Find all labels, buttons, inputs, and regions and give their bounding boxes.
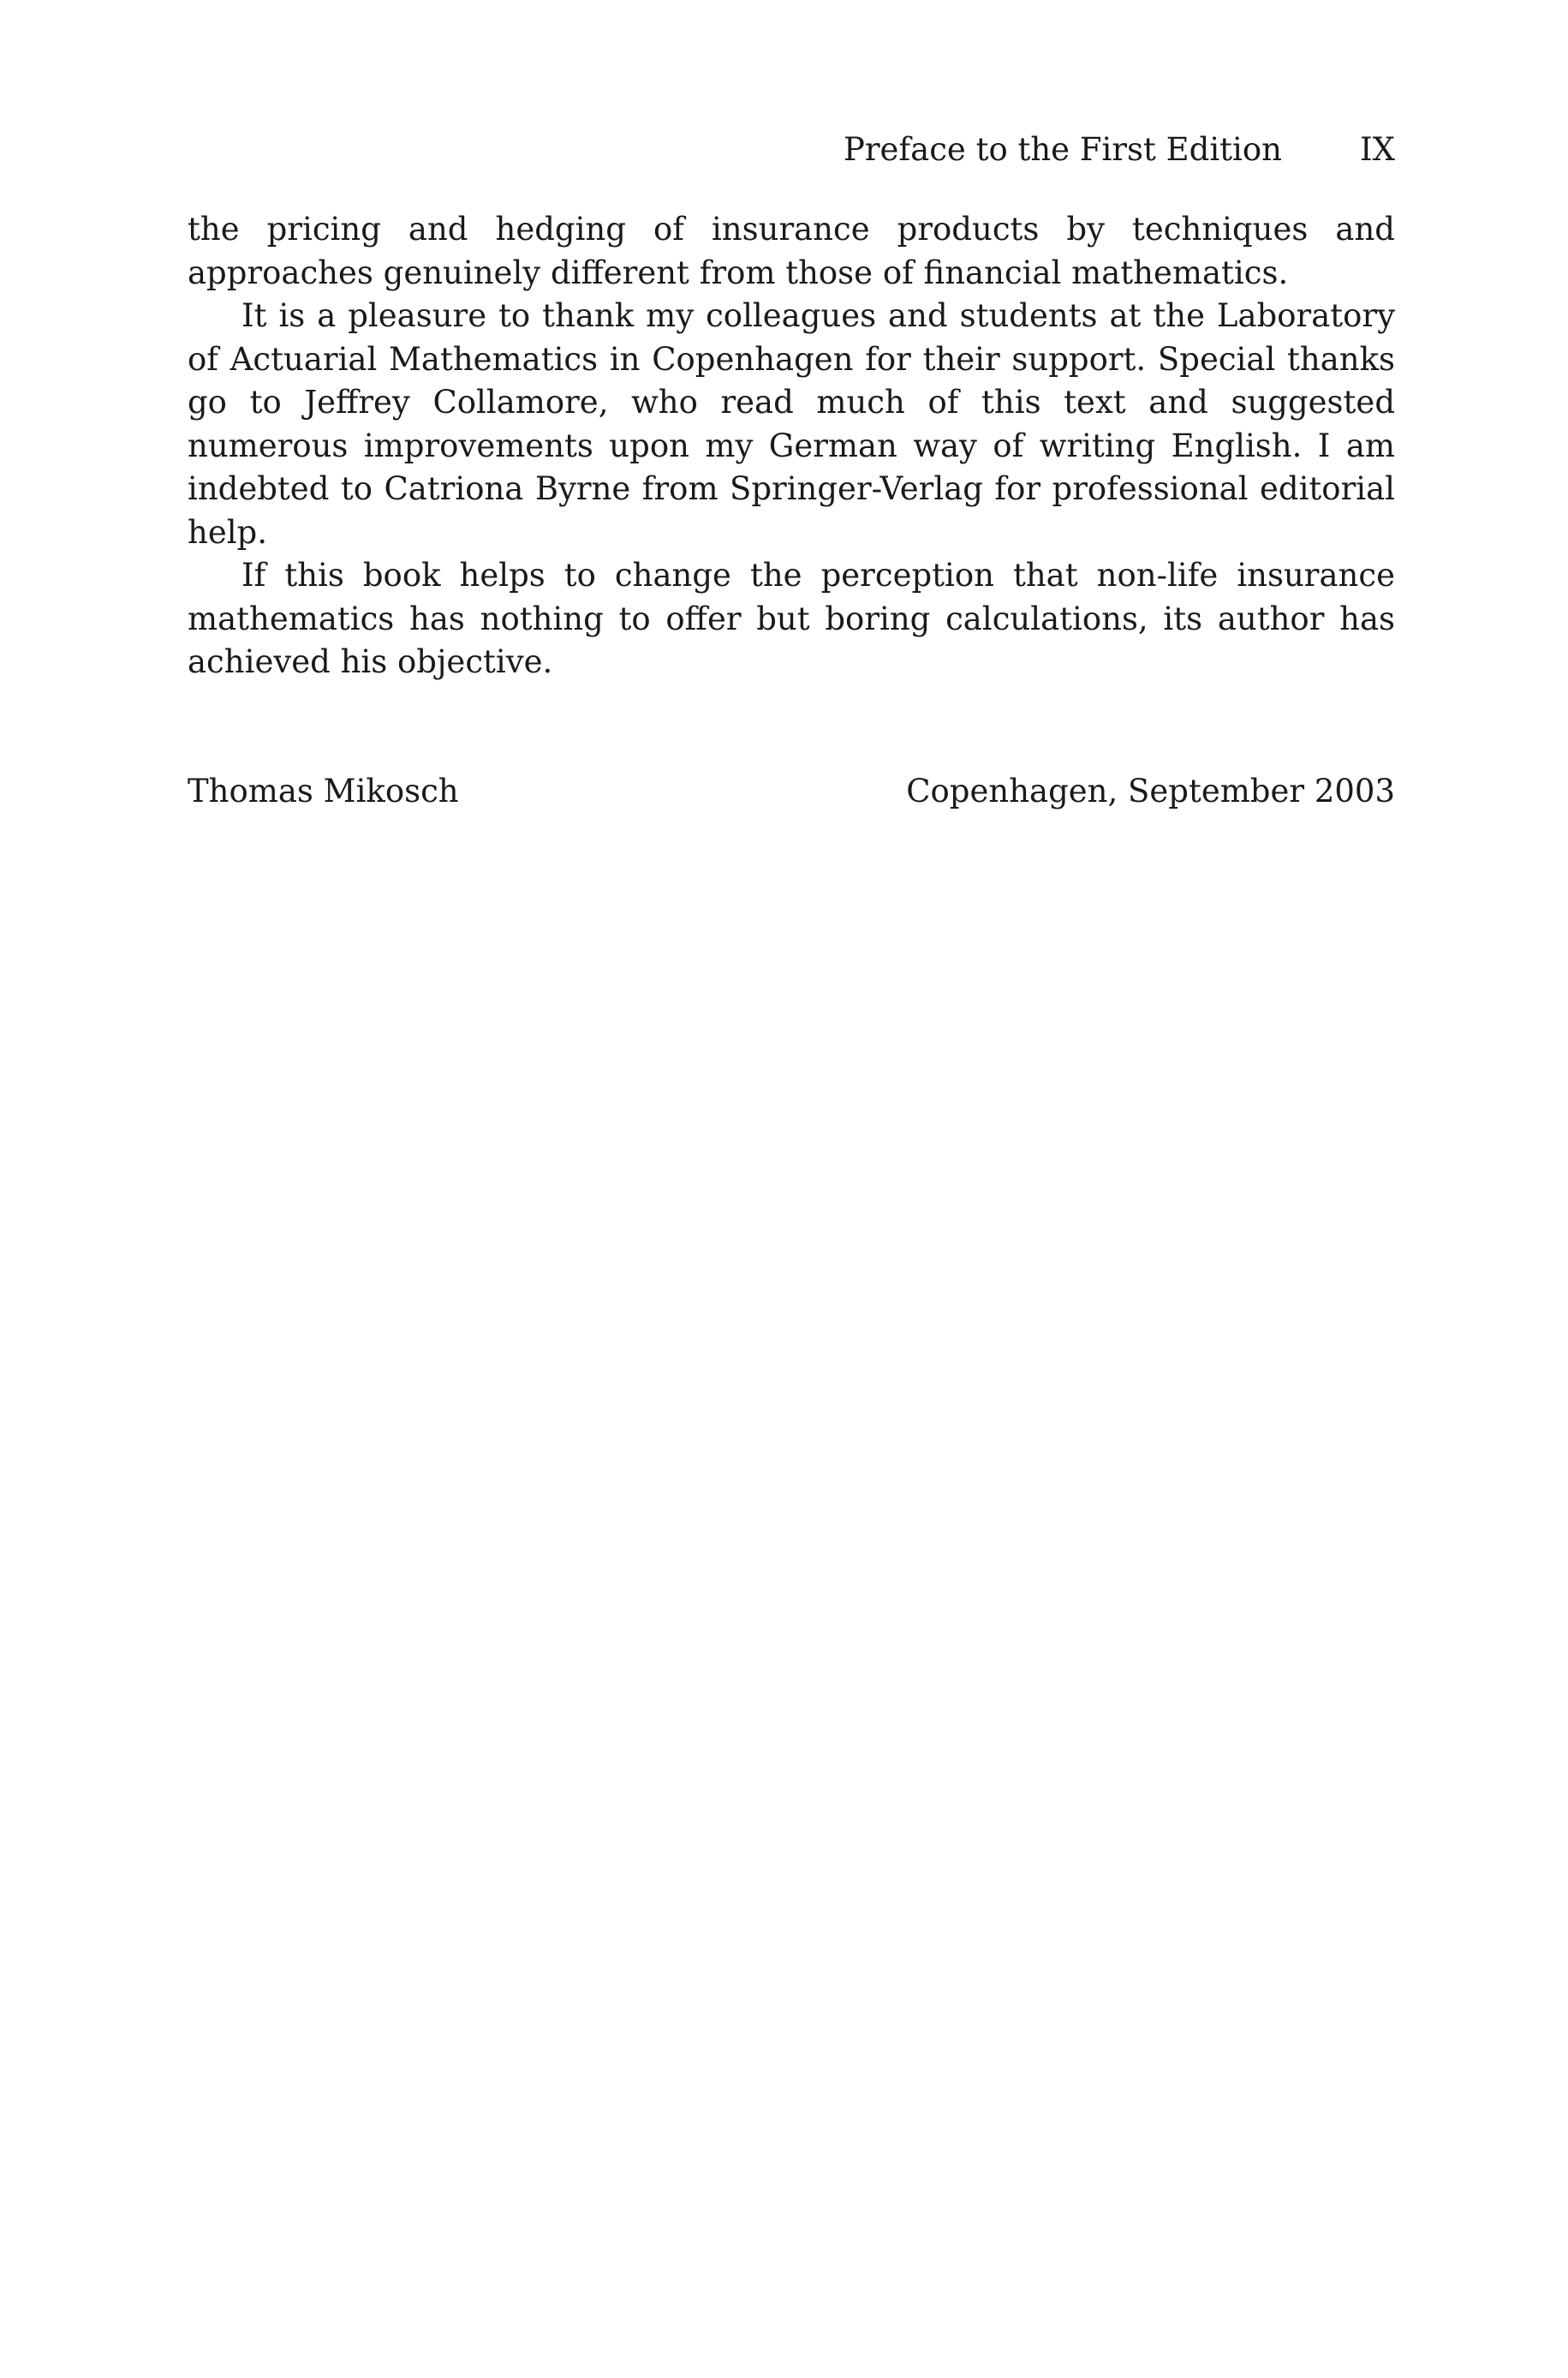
page-number: IX bbox=[1360, 131, 1395, 168]
signature-line bbox=[188, 769, 1395, 814]
preface-body bbox=[188, 208, 1395, 684]
paragraph-acknowledgements: It is a pleasure to thank my colleagues and students at the Laboratory of Actuarial Mathematics in Copenhagen for their support. Special thanks go to Jeffrey Collamore, who read much of this text and suggested numerous improvements upon my German way of writing English. I am indebted to Catriona Byrne from Springer-Verlag for professional editorial help. bbox=[188, 297, 1395, 551]
place-and-date: Copenhagen, September 2003 bbox=[906, 773, 1395, 810]
author-name: Thomas Mikosch bbox=[188, 773, 459, 810]
running-head-title: Preface to the First Edition bbox=[843, 131, 1282, 168]
paragraph-continuation: the pricing and hedging of insurance products by techniques and approaches genuinely different from those of financial mathematics. bbox=[188, 211, 1395, 291]
running-head bbox=[188, 128, 1395, 171]
paragraph-closing: If this book helps to change the perception that non-life insurance mathematics has nothing to offer but boring calculations, its author has achieved his objective. bbox=[188, 557, 1395, 680]
